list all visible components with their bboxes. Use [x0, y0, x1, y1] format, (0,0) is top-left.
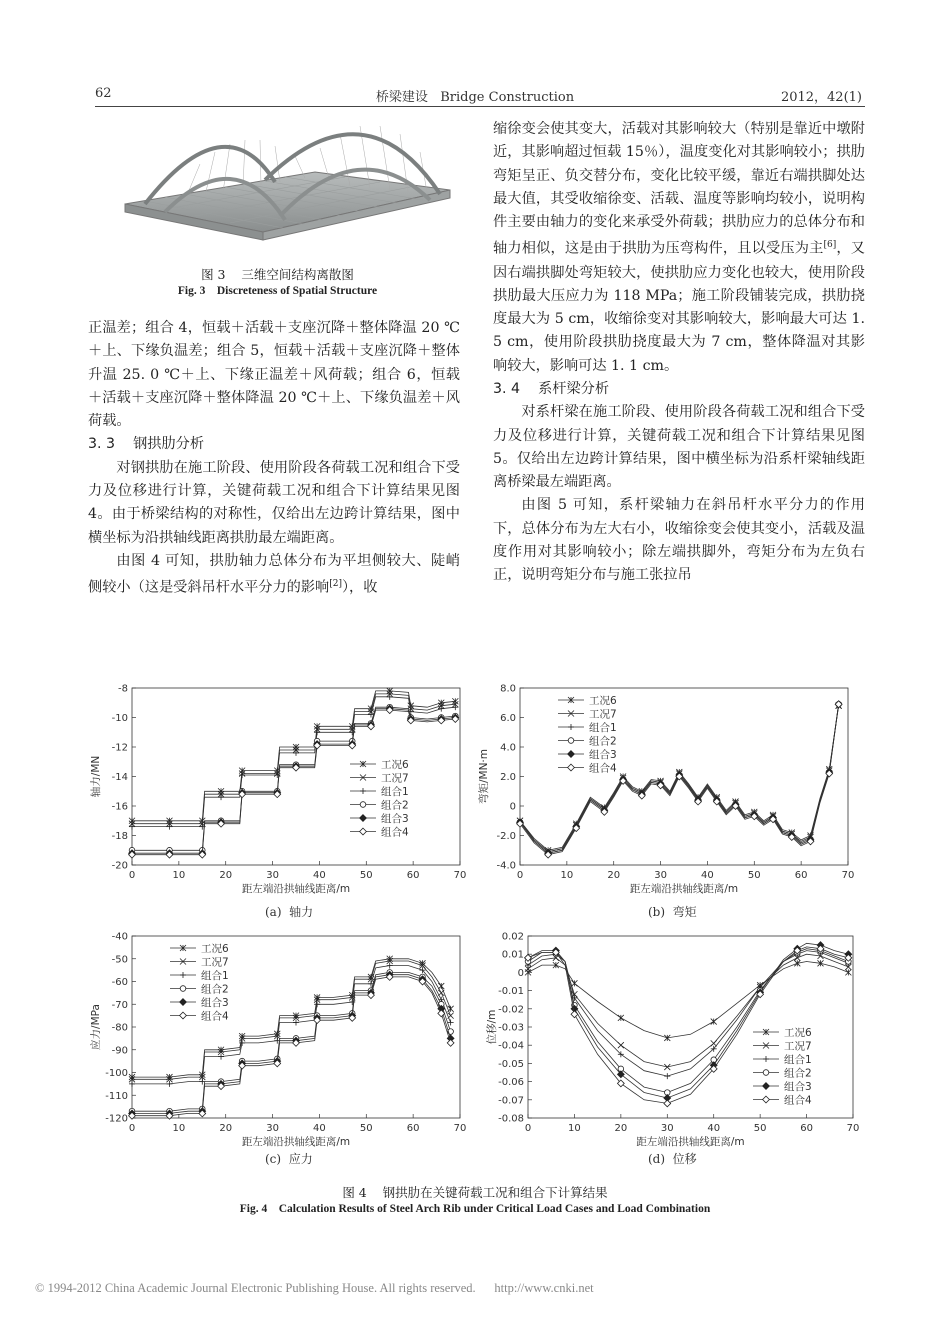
legend-label: 组合4	[201, 1010, 229, 1023]
chart-displacement	[478, 928, 863, 1147]
x-axis-label: 距左端沿拱轴线距离/m	[636, 1136, 745, 1148]
series-6	[517, 701, 842, 858]
x-axis-label: 距左端沿拱轴线距离/m	[629, 883, 739, 895]
x-tick-label: 70	[453, 870, 467, 881]
paragraph-text: 由图 4 可知，拱肋轴力总体分布为平坦侧较大、陡峭侧较小（这是受斜吊杆水平分力的影响	[88, 552, 460, 596]
x-tick-label: 30	[266, 1123, 279, 1134]
legend-item	[558, 762, 617, 775]
legend-label: 组合2	[381, 799, 409, 812]
legend-label: 组合3	[589, 749, 617, 761]
legend-item	[753, 1080, 812, 1093]
paragraph	[493, 118, 865, 378]
y-tick-label: 2.0	[500, 772, 516, 783]
x-tick-label: 60	[800, 1123, 813, 1134]
section-heading-3-4: 3. 4 系杆梁分析	[493, 381, 610, 397]
y-tick-label: -0.01	[498, 986, 524, 998]
legend-label: 工况7	[381, 772, 409, 785]
y-tick-label: -60	[111, 977, 128, 988]
y-tick-label: -16	[111, 801, 128, 813]
paragraph-text: 缩徐变会使其变大，活载对其影响较大（特别是靠近中墩附近，其影响超过恒载 15％），温度变化对其影响较小；拱肋弯矩呈正、负交替分布，变化比较平缓，靠近右端拱脚处达最大值，其受收缩徐变、活载、温度等影响均较小，说明构件主要由轴力的变化来承受外荷载；拱肋应力的总体分布和轴力相似，这是由于拱肋为压弯构件，且以受压为主	[493, 121, 865, 258]
legend-item	[170, 943, 229, 955]
marker	[571, 1011, 578, 1018]
y-tick-label: -20	[111, 860, 128, 872]
paragraph-text: ，又因右端拱脚处弯矩较大，使拱肋应力变化也较大，使用阶段拱肋最大压应力为 118 MPa；施工阶段铺装完成，拱肋挠度最大为 5 cm，收缩徐变对其影响较大，影响最大可达 1. 5 cm，使用阶段拱肋挠度最大为 7 cm，整体降温对其影响较大，影响可达 1. 1 cm。	[493, 241, 865, 374]
x-tick-label: 40	[707, 1123, 721, 1134]
legend-label: 工况7	[589, 708, 617, 721]
x-axis-label: 距左端沿拱轴线距离/m	[241, 883, 351, 895]
figure3-bridge-model	[105, 112, 455, 252]
legend-item	[170, 983, 229, 996]
legend-label: 工况7	[201, 956, 229, 969]
marker	[664, 1100, 671, 1107]
figure3-caption-en: Fig. 3 Discreteness of Spatial Structure	[177, 285, 378, 297]
legend-item	[170, 996, 229, 1009]
legend-label: 工况6	[201, 943, 229, 955]
paragraph: 对钢拱肋在施工阶段、使用阶段各荷载工况和组合下受力及位移进行计算，关键荷载工况和组合下计算结果见图 4。由于桥梁结构的对称性，仅给出左边跨计算结果，图中横坐标为沿拱轴线距离拱肋最左端距离。	[88, 459, 460, 546]
legend-label: 组合3	[201, 997, 229, 1009]
y-tick-label: -14	[111, 772, 128, 783]
series-line	[528, 947, 848, 1104]
x-tick-label: 40	[313, 870, 326, 881]
figure4-caption-cn: 图 4 钢拱肋在关键荷载工况和组合下计算结果	[342, 1185, 608, 1200]
chart-bending-moment	[478, 680, 858, 894]
legend-item	[558, 748, 617, 761]
marker	[447, 1040, 454, 1047]
paragraph-text: ），收	[341, 580, 378, 596]
legend-item	[350, 759, 409, 771]
y-tick-label: -0.07	[498, 1095, 524, 1107]
left-column	[88, 317, 460, 600]
legend-item	[170, 1010, 229, 1023]
marker	[835, 701, 842, 708]
y-tick-label: -4.0	[496, 860, 516, 872]
y-axis-label: 轴力/MN	[90, 755, 102, 798]
y-tick-label: -0.03	[498, 1022, 524, 1034]
legend-item	[558, 709, 617, 721]
legend-label: 组合3	[381, 813, 409, 825]
y-axis-label: 位移/m	[486, 1009, 498, 1045]
y-tick-label: -18	[111, 831, 128, 842]
page-number: 62	[95, 86, 112, 101]
x-tick-label: 30	[654, 870, 667, 881]
x-tick-label: 70	[841, 870, 855, 881]
chart-svg	[478, 680, 858, 895]
x-tick-label: 0	[128, 870, 136, 881]
marker	[180, 1012, 187, 1019]
legend-item	[753, 1094, 812, 1107]
marker	[617, 1080, 624, 1087]
y-tick-label: -90	[111, 1045, 128, 1057]
x-tick-label: 70	[846, 1123, 860, 1134]
marker	[180, 986, 186, 992]
y-tick-label: -0.06	[498, 1077, 524, 1089]
chart-svg	[90, 680, 470, 895]
series-4	[129, 704, 458, 853]
series-line	[132, 975, 451, 1114]
x-tick-label: 60	[406, 870, 420, 881]
y-tick-label: -12	[111, 742, 128, 754]
y-tick-label: 0.02	[501, 931, 524, 943]
y-tick-label: -0.05	[498, 1058, 524, 1070]
marker	[763, 1070, 769, 1076]
y-tick-label: -0.04	[498, 1040, 524, 1052]
series-line	[132, 966, 451, 1084]
y-tick-label: -2.0	[496, 831, 516, 842]
x-tick-label: 20	[614, 1123, 628, 1134]
marker	[763, 1083, 770, 1090]
y-tick-label: -0.08	[498, 1113, 524, 1125]
y-tick-label: -120	[105, 1113, 128, 1125]
marker	[360, 828, 367, 835]
citation-ref: [2]	[329, 579, 342, 590]
legend-item	[558, 721, 617, 734]
y-tick-label: 0	[509, 801, 516, 813]
legend-label: 组合1	[784, 1054, 812, 1066]
y-tick-label: -70	[111, 999, 128, 1011]
series-6	[129, 707, 459, 858]
x-tick-label: 60	[406, 1123, 420, 1134]
x-tick-label: 50	[359, 870, 373, 881]
paragraph: 由图 5 可知，系杆梁轴力在斜吊杆水平分力的作用下，总体分布为左大右小，收缩徐变会使其变小，活载及温度作用对其影响较小；除左端拱脚外，弯矩分布为左负右正，说明弯矩分布与施工张拉吊	[493, 497, 865, 584]
chart-svg	[478, 928, 863, 1148]
legend-label: 组合4	[784, 1094, 812, 1107]
series-4	[129, 970, 453, 1114]
legend-item	[170, 969, 229, 982]
series-3	[129, 963, 454, 1087]
x-tick-label: 10	[568, 1123, 581, 1134]
legend-item	[753, 1067, 812, 1080]
x-tick-label: 0	[516, 870, 524, 881]
legend-item	[170, 957, 229, 969]
legend-item	[350, 785, 409, 798]
legend-label: 组合2	[784, 1067, 812, 1080]
y-tick-label: -100	[105, 1068, 128, 1079]
x-tick-label: 60	[794, 870, 808, 881]
paragraph	[88, 550, 460, 600]
legend-label: 组合2	[589, 735, 617, 748]
x-tick-label: 50	[747, 870, 761, 881]
series-line	[132, 972, 451, 1111]
subcaption-b: (b) 弯矩	[648, 905, 697, 919]
paragraph: 正温差；组合 4，恒载＋活载＋支座沉降＋整体降温 20 ℃＋上、下缘负温差；组合 5，恒载＋活载＋支座沉降＋整体升温 25. 0 ℃＋上、下缘正温差＋风荷载；组合 6，恒载＋活载＋支座沉降＋整体降温 20 ℃＋上、下缘负温差＋风荷载。	[88, 320, 460, 430]
y-tick-label: -8	[118, 683, 128, 695]
series-line	[132, 977, 451, 1116]
figure3-caption-cn: 图 3 三维空间结构离散图	[201, 267, 354, 282]
legend-item	[350, 812, 409, 825]
y-tick-label: 0	[517, 967, 524, 979]
copyright-footer: © 1994-2012 China Academic Journal Electronic Publishing House. All rights reserved. http://www.cnki.net	[35, 1281, 594, 1295]
x-axis-label: 距左端沿拱轴线距离/m	[241, 1136, 351, 1148]
legend-label: 工况7	[784, 1040, 812, 1053]
x-tick-label: 20	[607, 870, 621, 881]
legend-item	[558, 735, 617, 748]
series-line	[132, 961, 451, 1079]
x-tick-label: 0	[524, 1123, 532, 1134]
x-tick-label: 10	[560, 870, 574, 881]
marker	[568, 764, 575, 771]
marker	[360, 815, 367, 822]
subcaption-c: (c) 应力	[265, 1152, 313, 1166]
x-tick-label: 20	[219, 870, 233, 881]
legend-item	[753, 1041, 812, 1053]
subcaption-a: (a) 轴力	[265, 905, 314, 919]
x-tick-label: 10	[172, 1123, 186, 1134]
citation-ref: [6]	[823, 240, 837, 251]
y-tick-label: -0.02	[498, 1004, 524, 1016]
x-tick-label: 30	[266, 870, 279, 881]
y-tick-label: 0.01	[501, 949, 524, 961]
chart-axial-force	[90, 680, 470, 894]
y-tick-label: -80	[111, 1022, 128, 1034]
y-axis-label: 弯矩/MN·m	[478, 748, 490, 805]
y-tick-label: 8.0	[500, 683, 516, 695]
legend-label: 组合1	[201, 970, 229, 982]
x-tick-label: 10	[172, 870, 186, 881]
chart-svg	[90, 928, 470, 1148]
y-tick-label: 6.0	[500, 713, 516, 724]
legend-item	[350, 826, 409, 839]
x-tick-label: 50	[753, 1123, 767, 1134]
legend-label: 工况6	[589, 695, 617, 707]
issue-info: 2012，42(1)	[780, 90, 862, 105]
marker	[180, 999, 187, 1006]
marker	[360, 802, 366, 808]
x-tick-label: 30	[660, 1123, 674, 1134]
legend-label: 工况6	[381, 759, 409, 771]
journal-title: 桥梁建设 Bridge Construction	[375, 90, 575, 105]
marker	[763, 1096, 770, 1103]
legend-label: 组合1	[381, 786, 409, 798]
legend-item	[558, 695, 617, 707]
series-1	[129, 688, 458, 824]
marker	[568, 751, 575, 758]
subcaption-d: (d) 位移	[648, 1152, 697, 1166]
legend-label: 组合3	[784, 1081, 812, 1093]
x-tick-label: 50	[359, 1123, 373, 1134]
legend-item	[350, 773, 409, 785]
x-tick-label: 40	[313, 1123, 326, 1134]
x-tick-label: 20	[219, 1123, 233, 1134]
legend-item	[350, 799, 409, 812]
right-column	[493, 118, 865, 588]
marker	[568, 738, 574, 744]
section-heading-3-3: 3. 3 钢拱肋分析	[88, 436, 205, 453]
series-5	[129, 971, 454, 1117]
x-tick-label: 40	[701, 870, 714, 881]
legend-label: 组合1	[589, 722, 617, 734]
legend-label: 组合4	[589, 762, 617, 775]
paragraph: 对系杆梁在施工阶段、使用阶段各荷载工况和组合下受力及位移进行计算，关键荷载工况和组合下计算结果见图 5。仅给出左边跨计算结果，图中横坐标为沿系杆梁轴线距离桥梁最左端距离。	[493, 404, 865, 491]
legend-label: 组合4	[381, 826, 409, 839]
y-axis-label: 应力/MPa	[90, 1004, 102, 1050]
series-5	[129, 705, 459, 856]
y-tick-label: -10	[111, 713, 128, 724]
header-rule	[95, 106, 865, 107]
legend-label: 组合2	[201, 983, 229, 996]
legend-item	[753, 1027, 812, 1039]
y-tick-label: -40	[111, 931, 128, 943]
figure4-caption-en: Fig. 4 Calculation Results of Steel Arch Rib under Critical Load Cases and Load Combination	[239, 1203, 711, 1215]
x-tick-label: 0	[128, 1123, 136, 1134]
y-tick-label: -50	[111, 954, 128, 966]
y-tick-label: 4.0	[500, 742, 516, 754]
chart-stress	[90, 928, 470, 1147]
legend-label: 工况6	[784, 1027, 812, 1039]
x-tick-label: 70	[453, 1123, 467, 1134]
legend-item	[753, 1053, 812, 1066]
y-tick-label: -110	[105, 1090, 128, 1102]
series-6	[129, 974, 454, 1120]
